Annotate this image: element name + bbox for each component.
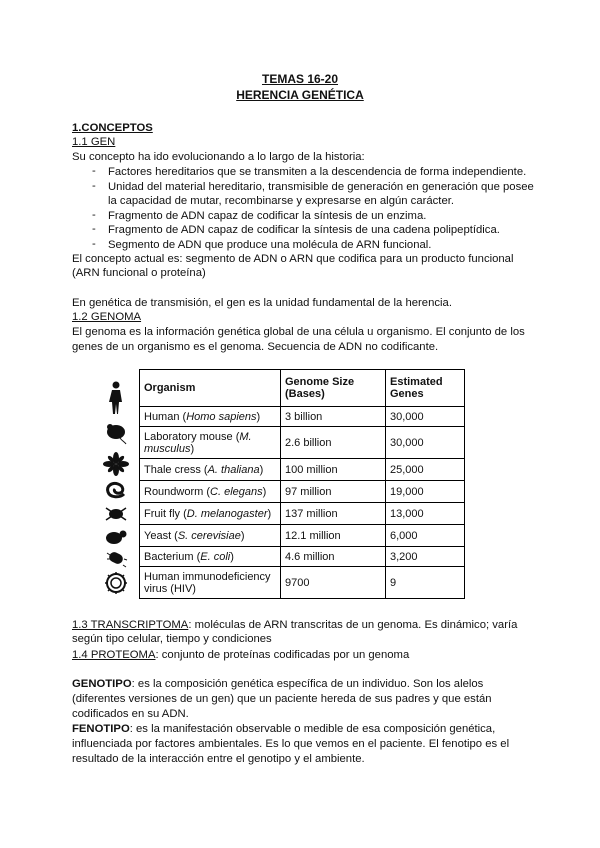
genes-cell: 19,000	[386, 481, 465, 503]
fruit-fly-icon	[96, 502, 136, 526]
hiv-virus-icon	[96, 570, 136, 596]
bullet-dash: -	[92, 223, 96, 235]
bullet-item: Fragmento de ADN capaz de codificar la síntesis de una cadena polipeptídica.	[108, 224, 500, 236]
subheading-gen: 1.1 GEN	[72, 136, 116, 148]
genome-size-cell: 97 million	[281, 481, 386, 503]
fenotipo-label: FENOTIPO	[72, 723, 130, 735]
proteoma-line: 1.4 PROTEOMA: conjunto de proteínas codificadas por un genoma	[72, 649, 410, 661]
genes-cell: 9	[386, 567, 465, 599]
table-row	[140, 503, 465, 525]
organism-cell: Laboratory mouse (M. musculus)	[140, 427, 281, 459]
bullet-item-continuation: la capacidad de mutar, recombinarse y expresarse en algún carácter.	[108, 195, 454, 207]
section-heading-conceptos: 1.CONCEPTOS	[72, 122, 153, 134]
col-header-genome-size: Genome Size (Bases)	[281, 370, 386, 407]
gen-actual-line-2: (ARN funcional o proteína)	[72, 267, 206, 279]
table-row	[140, 525, 465, 547]
gen-transmision: En genética de transmisión, el gen es la unidad fundamental de la herencia.	[72, 297, 452, 309]
table-row	[140, 427, 465, 459]
fenotipo-line-2: influenciada por factores ambientales. Es lo que vemos en el paciente. El fenotipo es el	[72, 738, 510, 750]
organism-cell: Roundworm (C. elegans)	[140, 481, 281, 503]
gen-actual-line-1: El concepto actual es: segmento de ADN o ARN que codifica para un producto funcional	[72, 253, 514, 265]
bullet-item: Fragmento de ADN capaz de codificar la síntesis de un enzima.	[108, 210, 427, 222]
genotipo-label: GENOTIPO	[72, 678, 132, 690]
organism-cell: Human (Homo sapiens)	[140, 407, 281, 427]
bullet-item: Segmento de ADN que produce una molécula de ARN funcional.	[108, 239, 432, 251]
genome-size-cell: 100 million	[281, 459, 386, 481]
genoma-text-1: El genoma es la información genética global de una célula u organismo. El conjunto de los	[72, 326, 525, 338]
gen-intro: Su concepto ha ido evolucionando a lo largo de la historia:	[72, 151, 365, 163]
subheading-transcriptoma: 1.3 TRANSCRIPTOMA	[72, 619, 189, 631]
genome-size-table	[139, 369, 465, 599]
genes-cell: 30,000	[386, 407, 465, 427]
subheading-proteoma: 1.4 PROTEOMA	[72, 649, 156, 661]
yeast-icon	[96, 526, 136, 548]
subheading-genoma: 1.2 GENOMA	[72, 311, 142, 323]
bullet-item: Unidad del material hereditario, transmisible de generación en generación que posee	[108, 181, 534, 193]
page-title: TEMAS 16-20	[261, 72, 339, 86]
transcriptoma-line-2: según tipo celular, tiempo y condiciones	[72, 633, 272, 645]
human-icon	[96, 380, 136, 416]
genes-cell: 13,000	[386, 503, 465, 525]
genes-cell: 3,200	[386, 547, 465, 567]
organism-cell: Yeast (S. cerevisiae)	[140, 525, 281, 547]
genome-size-cell: 4.6 million	[281, 547, 386, 567]
mouse-icon	[96, 418, 136, 448]
bullet-dash: -	[92, 165, 96, 177]
genes-cell: 6,000	[386, 525, 465, 547]
table-row	[140, 481, 465, 503]
genes-cell: 25,000	[386, 459, 465, 481]
organism-cell: Human immunodeficiency virus (HIV)	[140, 567, 281, 599]
table-row	[140, 547, 465, 567]
col-header-estimated-genes: Estimated Genes	[386, 370, 465, 407]
genome-size-cell: 137 million	[281, 503, 386, 525]
organism-cell: Fruit fly (D. melanogaster)	[140, 503, 281, 525]
page-subtitle: HERENCIA GENÉTICA	[236, 88, 364, 102]
transcriptoma-line-1: 1.3 TRANSCRIPTOMA: moléculas de ARN transcritas de un genoma. Es dinámico; varía	[72, 619, 518, 631]
organism-cell: Bacterium (E. coli)	[140, 547, 281, 567]
genome-size-cell: 12.1 million	[281, 525, 386, 547]
bacterium-icon	[96, 548, 136, 570]
bullet-dash: -	[92, 238, 96, 250]
genome-size-cell: 2.6 billion	[281, 427, 386, 459]
table-row	[140, 567, 465, 599]
thale-cress-icon	[96, 450, 136, 478]
fenotipo-line-3: resultado de la interacción entre el genotipo y el ambiente.	[72, 753, 365, 765]
bullet-item: Factores hereditarios que se transmiten a la descendencia de forma independiente.	[108, 166, 527, 178]
genome-size-cell: 9700	[281, 567, 386, 599]
fenotipo-line-1: FENOTIPO: es la manifestación observable o medible de esa composición genética,	[72, 723, 496, 735]
bullet-dash: -	[92, 180, 96, 192]
organism-cell: Thale cress (A. thaliana)	[140, 459, 281, 481]
roundworm-icon	[96, 478, 136, 502]
bullet-dash: -	[92, 209, 96, 221]
table-row	[140, 459, 465, 481]
genome-size-cell: 3 billion	[281, 407, 386, 427]
genotipo-line-3: codificados en su ADN.	[72, 708, 189, 720]
genotipo-line-2: (diferentes versiones de un gen) que un paciente hereda de sus padres y que están	[72, 693, 492, 705]
col-header-organism: Organism	[140, 370, 281, 407]
genes-cell: 30,000	[386, 427, 465, 459]
genotipo-line-1: GENOTIPO: es la composición genética específica de un individuo. Son los alelos	[72, 678, 484, 690]
table-row	[140, 407, 465, 427]
genoma-text-2: genes de un organismo es el genoma. Secuencia de ADN no codificante.	[72, 341, 439, 353]
